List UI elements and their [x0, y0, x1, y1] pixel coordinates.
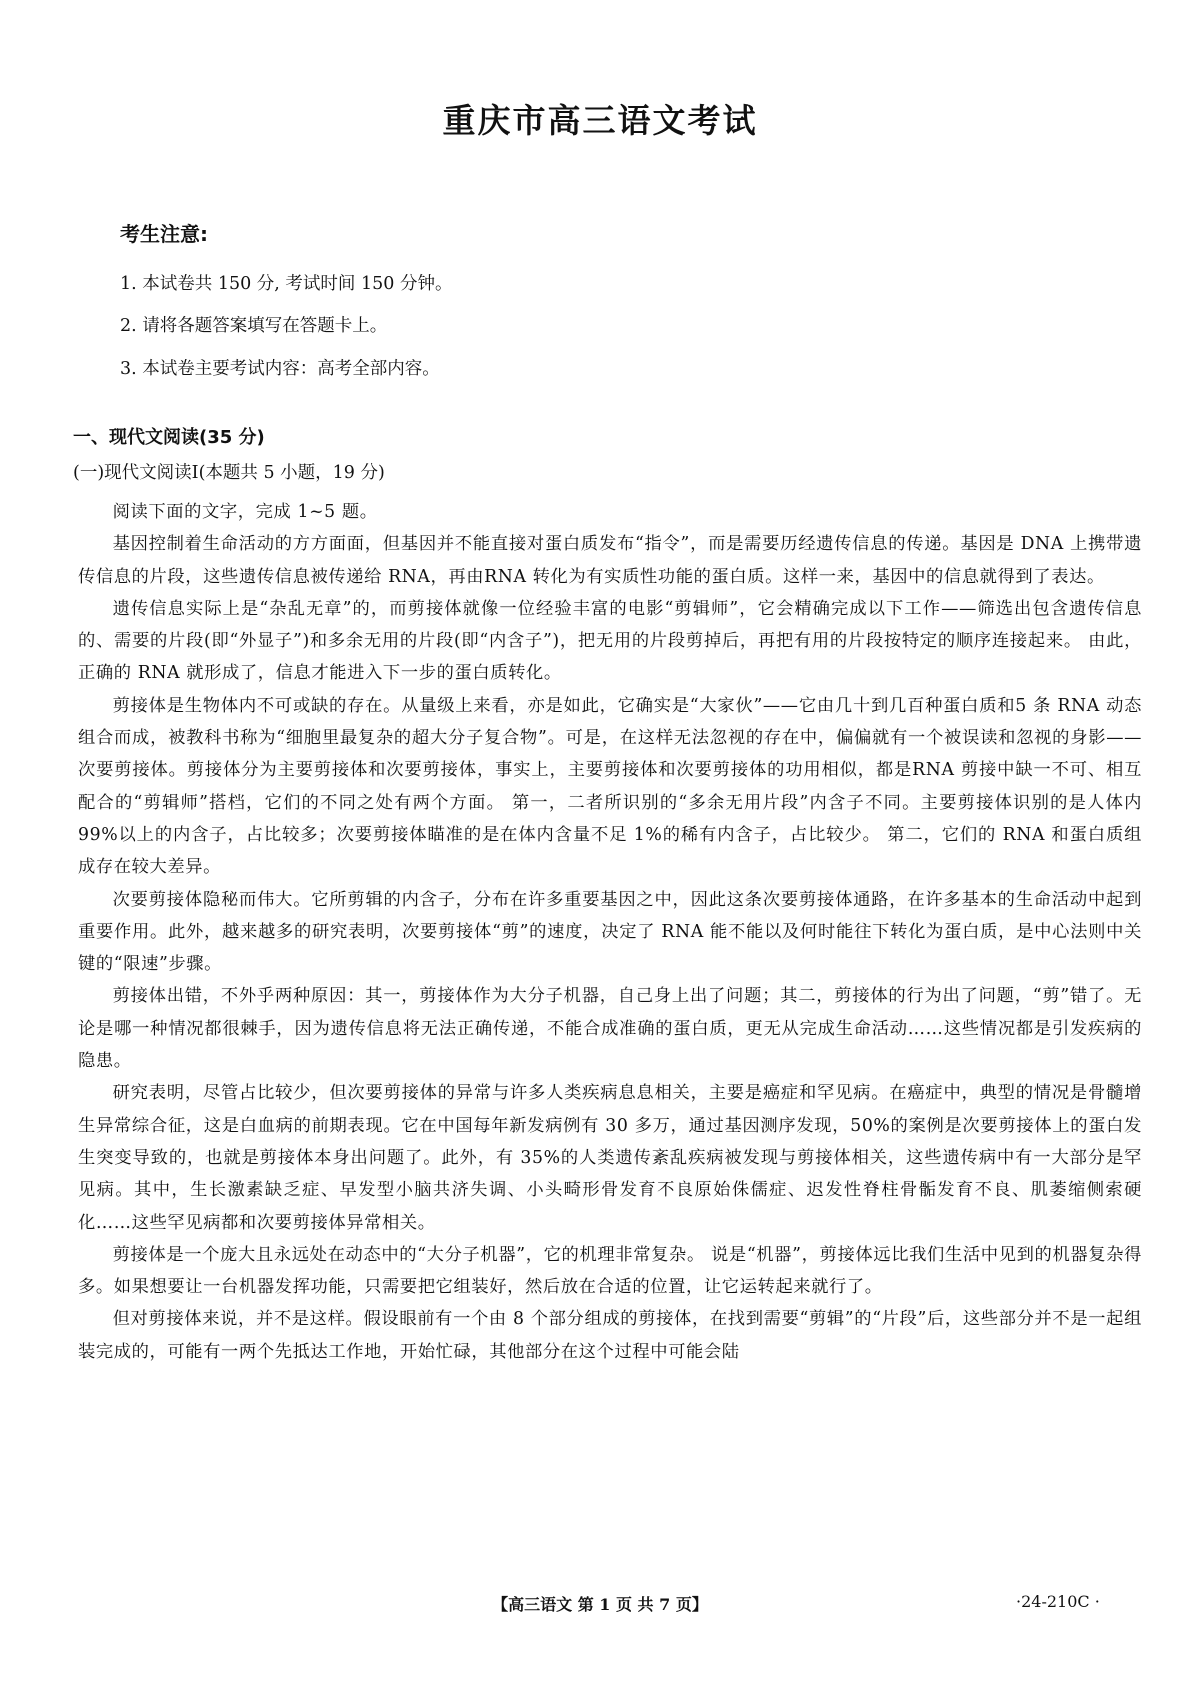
passage-paragraph-1: 基因控制着生命活动的方方面面，但基因并不能直接对蛋白质发布“指令”，而是需要历经遗传信息的传递。基因是 DNA 上携带遗传信息的片段，这些遗传信息被传递给 RNA，再由RNA 转化为有实质性功能的蛋白质。这样一来，基因中的信息就得到了表达。: [78, 534, 1142, 587]
passage-paragraph-7: 剪接体是一个庞大且永远处在动态中的“大分子机器”，它的机理非常复杂。 说是“机器”，剪接体远比我们生活中见到的机器复杂得多。如果想要让一台机器发挥功能，只需要把它组装好，然后放在合适的位置，让它运转起来就行了。: [78, 1244, 1142, 1298]
passage-instruction: 阅读下面的文字，完成 1~5 题。: [112, 502, 378, 522]
notice-item-1: 1. 本试卷共 150 分, 考试时间 150 分钟。: [120, 274, 453, 294]
passage-paragraph-3: 剪接体是生物体内不可或缺的存在。从量级上来看，亦是如此，它确实是“大家伙”——它由几十到几百种蛋白质和5 条 RNA 动态组合而成，被教科书称为“细胞里最复杂的超大分子复合物”。可是，在这样无法忽视的存在中，偏偏就有一个被误读和忽视的身影——次要剪接体。剪接体分为主要剪接体和次要剪接体，事实上，主要剪接体和次要剪接体的功用相似，都是RNA 剪接中缺一不可、相互配合的“剪辑师”搭档，它们的不同之处有两个方面。 第一，二者所识别的“多余无用片段”内含子不同。主要剪接体识别的是人体内 99%以上的内含子，占比较多；次要剪接体瞄准的是在体内含量不足 1%的稀有内含子，占比较少。 第二，它们的 RNA 和蛋白质组成存在较大差异。: [78, 695, 1142, 878]
section-subheading: (一)现代文阅读I(本题共 5 小题，19 分): [73, 463, 385, 483]
passage-paragraph-8: 但对剪接体来说，并不是这样。假设眼前有一个由 8 个部分组成的剪接体，在找到需要“剪辑”的“片段”后，这些部分并不是一起组装完成的，可能有一两个先抵达工作地，开始忙碌，其他部分在这个过程中可能会陆: [78, 1309, 1142, 1362]
passage-paragraph-6: 研究表明，尽管占比较少，但次要剪接体的异常与许多人类疾病息息相关，主要是癌症和罕见病。在癌症中，典型的情况是骨髓增生异常综合征，这是白血病的前期表现。它在中国每年新发病例有 30 多万，通过基因测序发现，50%的案例是次要剪接体上的蛋白发生突变导致的，也就是剪接体本身出问题了。此外，有 35%的人类遗传紊乱疾病被发现与剪接体相关，这些遗传病中有一大部分是罕见病。其中，生长激素缺乏症、早发型小脑共济失调、小头畸形骨发育不良原始侏儒症、迟发性脊柱骨骺发育不良、肌萎缩侧索硬化……这些罕见病都和次要剪接体异常相关。: [78, 1083, 1142, 1233]
passage-paragraph-2: 遗传信息实际上是“杂乱无章”的，而剪接体就像一位经验丰富的电影“剪辑师”，它会精确完成以下工作——筛选出包含遗传信息的、需要的片段(即“外显子”)和多余无用的片段(即“内含子”)，把无用的片段剪掉后，再把有用的片段按特定的顺序连接起来。 由此，正确的 RNA 就形成了，信息才能进入下一步的蛋白质转化。: [78, 598, 1142, 684]
page-title: 重庆市高三语文考试: [442, 101, 758, 140]
page-footer: [0, 1592, 1200, 1622]
footer-page-label: 【高三语文 第 1 页 共 7 页】: [492, 1595, 708, 1614]
section-heading: 一、现代文阅读(35 分): [73, 427, 265, 448]
notice-item-2: 2. 请将各题答案填写在答题卡上。: [120, 316, 388, 336]
passage-paragraph-4: 次要剪接体隐秘而伟大。它所剪辑的内含子，分布在许多重要基因之中，因此这条次要剪接体通路，在许多基本的生命活动中起到重要作用。此外，越来越多的研究表明，次要剪接体“剪”的速度，决定了 RNA 能不能以及何时能往下转化为蛋白质，是中心法则中关键的“限速”步骤。: [78, 889, 1142, 975]
footer-exam-code: ·24-210C ·: [1016, 1592, 1100, 1611]
reading-passage: [78, 496, 1142, 1368]
notice-item-3: 3. 本试卷主要考试内容：高考全部内容。: [120, 359, 440, 379]
passage-paragraph-5: 剪接体出错，不外乎两种原因：其一，剪接体作为大分子机器，自己身上出了问题；其二，剪接体的行为出了问题，“剪”错了。无论是哪一种情况都很棘手，因为遗传信息将无法正确传递，不能合成准确的蛋白质，更无从完成生命活动……这些情况都是引发疾病的隐患。: [78, 986, 1142, 1072]
notice-heading: 考生注意:: [120, 222, 208, 246]
